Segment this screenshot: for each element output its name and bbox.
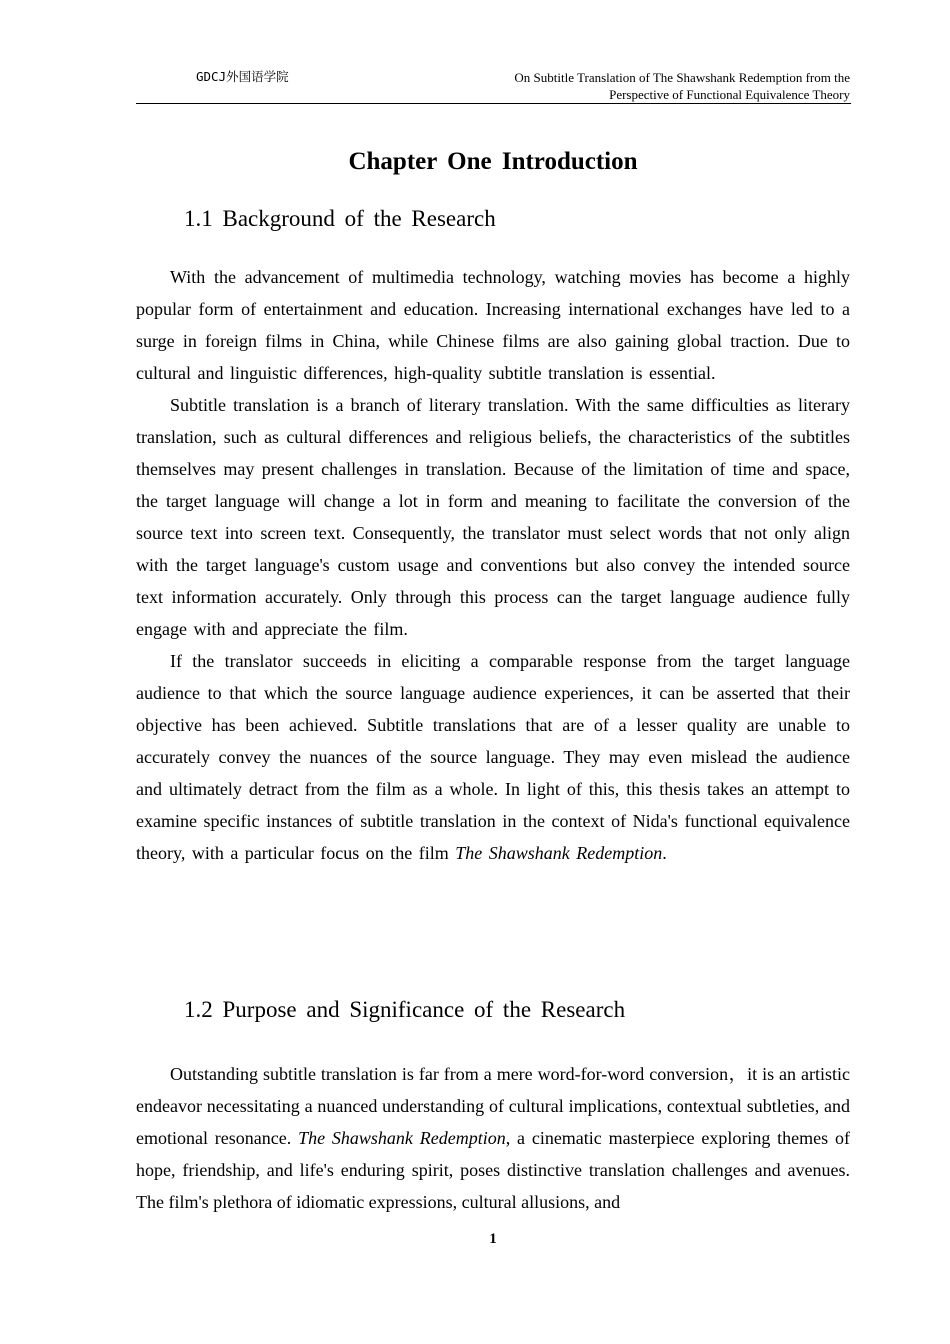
section-heading-purpose: 1.2 Purpose and Significance of the Research bbox=[184, 997, 626, 1022]
page-number: 1 bbox=[489, 1231, 497, 1247]
paragraph-background-2: Subtitle translation is a branch of literary translation. With the same difficulties as literary translation, such as cultural differences and religious beliefs, the characteristics of the subtitles themselves may present challenges in translation. Because of the limitation of time and space, the target language will change a lot in form and meaning to facilitate the conversion of the source text into screen text. Consequently, the translator must select words that not only align with the target language's custom usage and conventions but also convey the intended source text information accurately. Only through this process can the target language audience fully engage with and appreciate the film. bbox=[136, 395, 850, 639]
section-body-background bbox=[136, 261, 850, 869]
header-divider bbox=[136, 103, 851, 104]
film-title: The Shawshank Redemption bbox=[298, 1128, 506, 1148]
paragraph-background-1: With the advancement of multimedia technology, watching movies has become a highly popular form of entertainment and education. Increasing international exchanges have led to a surge in foreign films in China, while Chinese films are also gaining global traction. Due to cultural and linguistic differences, high-quality subtitle translation is essential. bbox=[136, 267, 850, 383]
film-title: The Shawshank Redemption bbox=[455, 843, 663, 863]
paragraph-background-3-text: If the translator succeeds in eliciting a comparable response from the target language audience to that which the source language audience experiences, it can be asserted that their objective has been achieved. Subtitle translations that are of a lesser quality are unable to accurately convey the nuances of the source language. They may even mislead the audience and ultimately detract from the film as a whole. In light of this, this thesis takes an attempt to examine specific instances of subtitle translation in the context of Nida's functional equivalence theory, with a particular focus on the film bbox=[136, 651, 850, 863]
chapter-title: Chapter One Introduction bbox=[348, 148, 638, 175]
header-institution: GDCJ外国语学院 bbox=[196, 69, 289, 84]
header-thesis-title bbox=[430, 69, 850, 103]
section-heading-background: 1.1 Background of the Research bbox=[184, 206, 496, 231]
section-body-purpose bbox=[136, 1058, 850, 1218]
paragraph-background-3-end: . bbox=[662, 843, 667, 863]
paragraph-background-3 bbox=[136, 645, 850, 869]
paragraph-purpose-1-start: Outstanding subtitle translation is far from a mere word-for-word conversion，it is an artistic endeavor necessitating a nuanced understanding of cultural implications, contextual subtleties, and emotional resonance. bbox=[136, 1064, 850, 1148]
paragraph-purpose-1-rest: , a cinematic masterpiece exploring themes of hope, friendship, and life's enduring spirit, poses distinctive translation challenges and avenues. The film's plethora of idiomatic expressions, cultural allusions, and bbox=[136, 1128, 850, 1212]
paragraph-purpose-1 bbox=[136, 1058, 850, 1218]
header-thesis-title-line2: Perspective of Functional Equivalence Theory bbox=[609, 87, 850, 102]
header-thesis-title-line1: On Subtitle Translation of The Shawshank Redemption from the bbox=[514, 70, 850, 85]
